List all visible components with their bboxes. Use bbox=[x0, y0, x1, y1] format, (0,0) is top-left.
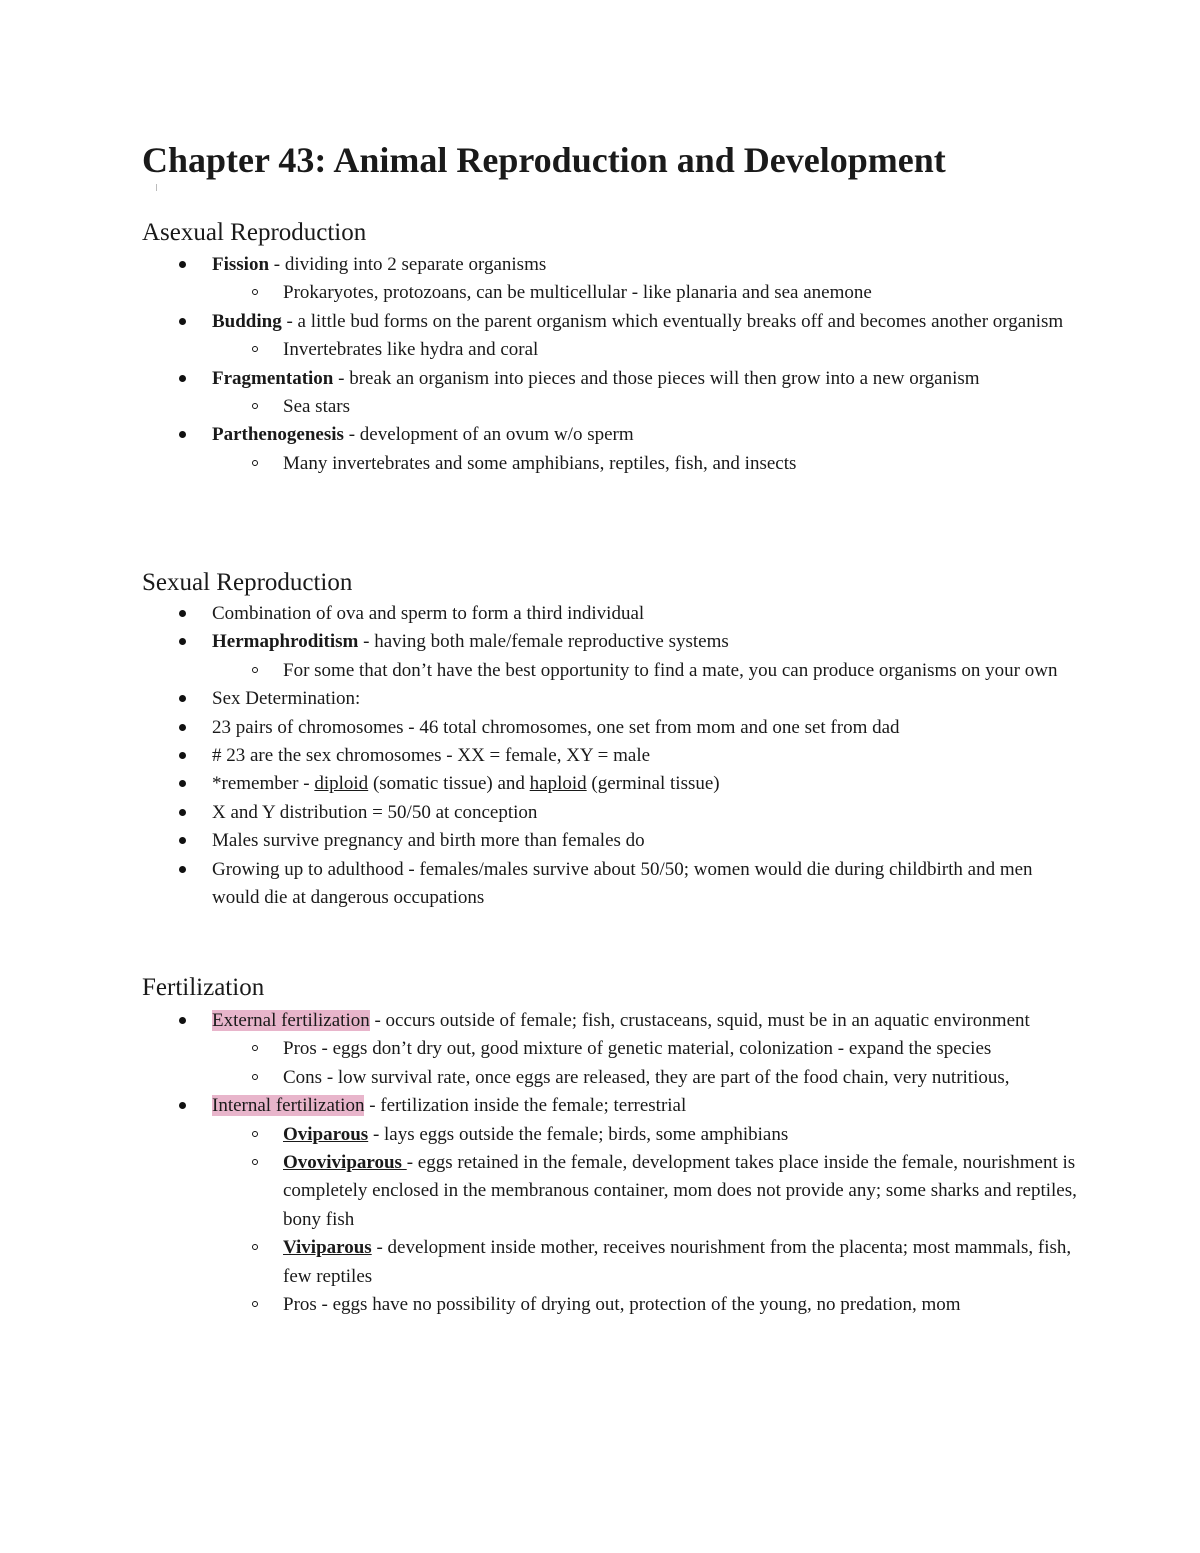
page-title: Chapter 43: Animal Reproduction and Development bbox=[142, 140, 946, 180]
remember-suffix: (germinal tissue) bbox=[586, 773, 720, 795]
asexual-list bbox=[142, 251, 1082, 478]
list-item-remember bbox=[142, 770, 1082, 798]
hermaphroditism-desc: - having both male/female reproductive systems bbox=[358, 631, 729, 653]
list-item-fission bbox=[142, 251, 1082, 279]
ovoviviparous-desc: - eggs retained in the female, development takes place inside the female, nourishment is completely enclosed in the membranous container, mom does not provide any; some sharks and reptiles, bony fish bbox=[283, 1152, 1077, 1230]
term-budding: Budding bbox=[212, 310, 282, 332]
viviparous-desc: - development inside mother, receives nourishment from the placenta; most mammals, fish, few reptiles bbox=[283, 1237, 1072, 1287]
sub-item-budding: Invertebrates like hydra and coral bbox=[142, 336, 1082, 364]
sub-item-external-pros: Pros - eggs don’t dry out, good mixture of genetic material, colonization - expand the species bbox=[142, 1035, 1082, 1063]
sub-item-fission: Prokaryotes, protozoans, can be multicellular - like planaria and sea anemone bbox=[142, 279, 1082, 307]
parthenogenesis-desc: - development of an ovum w/o sperm bbox=[343, 424, 634, 446]
heading-fertilization: Fertilization bbox=[142, 974, 265, 1001]
cursor-mark bbox=[156, 184, 157, 191]
list-item-adulthood: Growing up to adulthood - females/males survive about 50/50; women would die during childbirth and men would die at dangerous occupations bbox=[142, 856, 1082, 913]
heading-sexual-reproduction: Sexual Reproduction bbox=[142, 569, 353, 596]
list-item-sex-chromosomes: # 23 are the sex chromosomes - XX = female, XY = male bbox=[142, 742, 1082, 770]
term-oviparous: Oviparous bbox=[283, 1123, 369, 1145]
sexual-list bbox=[142, 600, 1082, 912]
list-item-external-fertilization bbox=[142, 1007, 1082, 1035]
list-item-parthenogenesis bbox=[142, 421, 1082, 449]
list-item-fragmentation bbox=[142, 365, 1082, 393]
list-item-males-survive: Males survive pregnancy and birth more than females do bbox=[142, 827, 1082, 855]
term-ovoviviparous: Ovoviviparous bbox=[283, 1152, 407, 1174]
list-item-internal-fertilization bbox=[142, 1092, 1082, 1120]
fragmentation-desc: - break an organism into pieces and those pieces will then grow into a new organism bbox=[333, 367, 980, 389]
sub-item-parthenogenesis: Many invertebrates and some amphibians, reptiles, fish, and insects bbox=[142, 450, 1082, 478]
list-item-chromosome-pairs: 23 pairs of chromosomes - 46 total chromosomes, one set from mom and one set from dad bbox=[142, 714, 1082, 742]
term-haploid: haploid bbox=[529, 773, 587, 795]
heading-asexual-reproduction: Asexual Reproduction bbox=[142, 219, 367, 246]
remember-prefix: *remember - bbox=[212, 773, 315, 795]
term-parthenogenesis: Parthenogenesis bbox=[212, 424, 344, 446]
internal-desc: - fertilization inside the female; terrestrial bbox=[364, 1095, 687, 1117]
sub-item-fragmentation: Sea stars bbox=[142, 393, 1082, 421]
sub-item-internal-pros: Pros - eggs have no possibility of drying out, protection of the young, no predation, mom bbox=[142, 1291, 1082, 1319]
fertilization-list bbox=[142, 1007, 1082, 1319]
term-diploid: diploid bbox=[314, 773, 369, 795]
sub-item-oviparous bbox=[142, 1121, 1082, 1149]
fission-desc: - dividing into 2 separate organisms bbox=[269, 254, 547, 275]
list-item-hermaphroditism bbox=[142, 628, 1082, 656]
list-item-distribution: X and Y distribution = 50/50 at conception bbox=[142, 799, 1082, 827]
list-item-budding bbox=[142, 308, 1082, 336]
list-item-sex-determination: Sex Determination: bbox=[142, 685, 1082, 713]
term-fragmentation: Fragmentation bbox=[212, 367, 334, 389]
remember-mid: (somatic tissue) and bbox=[368, 773, 530, 795]
term-hermaphroditism: Hermaphroditism bbox=[212, 631, 359, 653]
sub-item-viviparous bbox=[142, 1234, 1082, 1291]
term-fission: Fission bbox=[212, 254, 270, 275]
sub-item-hermaphroditism: For some that don’t have the best opportunity to find a mate, you can produce organisms on your own bbox=[142, 657, 1082, 685]
external-desc: - occurs outside of female; fish, crustaceans, squid, must be in an aquatic environment bbox=[369, 1010, 1030, 1031]
term-internal-fertilization: Internal fertilization bbox=[212, 1095, 365, 1117]
term-external-fertilization: External fertilization bbox=[212, 1010, 370, 1031]
oviparous-desc: - lays eggs outside the female; birds, some amphibians bbox=[368, 1123, 789, 1145]
sub-item-ovoviviparous bbox=[142, 1149, 1082, 1234]
term-viviparous: Viviparous bbox=[283, 1237, 372, 1259]
list-item-combination: Combination of ova and sperm to form a third individual bbox=[142, 600, 1082, 628]
sub-item-external-cons: Cons - low survival rate, once eggs are released, they are part of the food chain, very nutritious, bbox=[142, 1064, 1082, 1092]
budding-desc: - a little bud forms on the parent organism which eventually breaks off and becomes another organism bbox=[281, 310, 1064, 332]
